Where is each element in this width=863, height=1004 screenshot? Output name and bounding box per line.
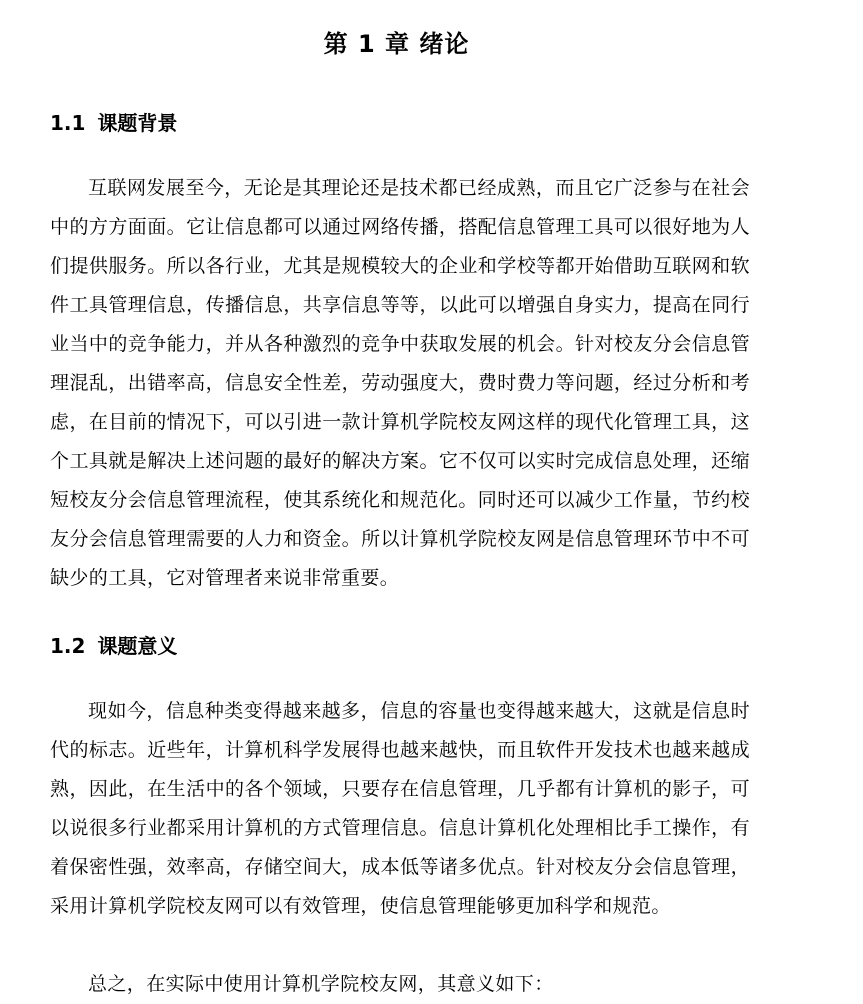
paragraph-background: 互联网发展至今，无论是其理论还是技术都已经成熟，而且它广泛参与在社会中的方方面面。它让信息都可以通过网络传播，搭配信息管理工具可以很好地为人们提供服务。所以各行业，尤其是规模较大的企业和学校等都开始借助互联网和软件工具管理信息，传播信息，共享信息等等，以此可以增强自身实力，提高在同行业当中的竞争能力，并从各种激烈的竞争中获取发展的机会。针对校友分会信息管理混乱，出错率高，信息安全性差，劳动强度大，费时费力等问题，经过分析和考虑，在目前的情况下，可以引进一款计算机学院校友网这样的现代化管理工具，这个工具就是解决上述问题的最好的解决方案。它不仅可以实时完成信息处理，还缩短校友分会信息管理流程，使其系统化和规范化。同时还可以减少工作量，节约校友分会信息管理需要的人力和资金。所以计算机学院校友网是信息管理环节中不可缺少的工具，它对管理者来说非常重要。 bbox=[50, 177, 750, 589]
section-heading-significance bbox=[50, 631, 177, 661]
section-title: 课题意义 bbox=[97, 634, 178, 658]
section-number: 1.2 bbox=[50, 634, 86, 658]
section-heading-background bbox=[50, 108, 177, 138]
chapter-title: 第 1 章 绪论 bbox=[323, 30, 470, 58]
section-title: 课题背景 bbox=[97, 111, 178, 135]
paragraph-significance: 现如今，信息种类变得越来越多，信息的容量也变得越来越大，这就是信息时代的标志。近些年，计算机科学发展得也越来越快，而且软件开发技术也越来越成熟，因此，在生活中的各个领域，只要存在信息管理，几乎都有计算机的影子，可以说很多行业都采用计算机的方式管理信息。信息计算机化处理相比手工操作，有着保密性强，效率高，存储空间大，成本低等诸多优点。针对校友分会信息管理，采用计算机学院校友网可以有效管理，使信息管理能够更加科学和规范。 bbox=[50, 700, 750, 917]
paragraph-summary: 总之，在实际中使用计算机学院校友网，其意义如下： bbox=[88, 973, 554, 995]
section-number: 1.1 bbox=[50, 111, 86, 135]
